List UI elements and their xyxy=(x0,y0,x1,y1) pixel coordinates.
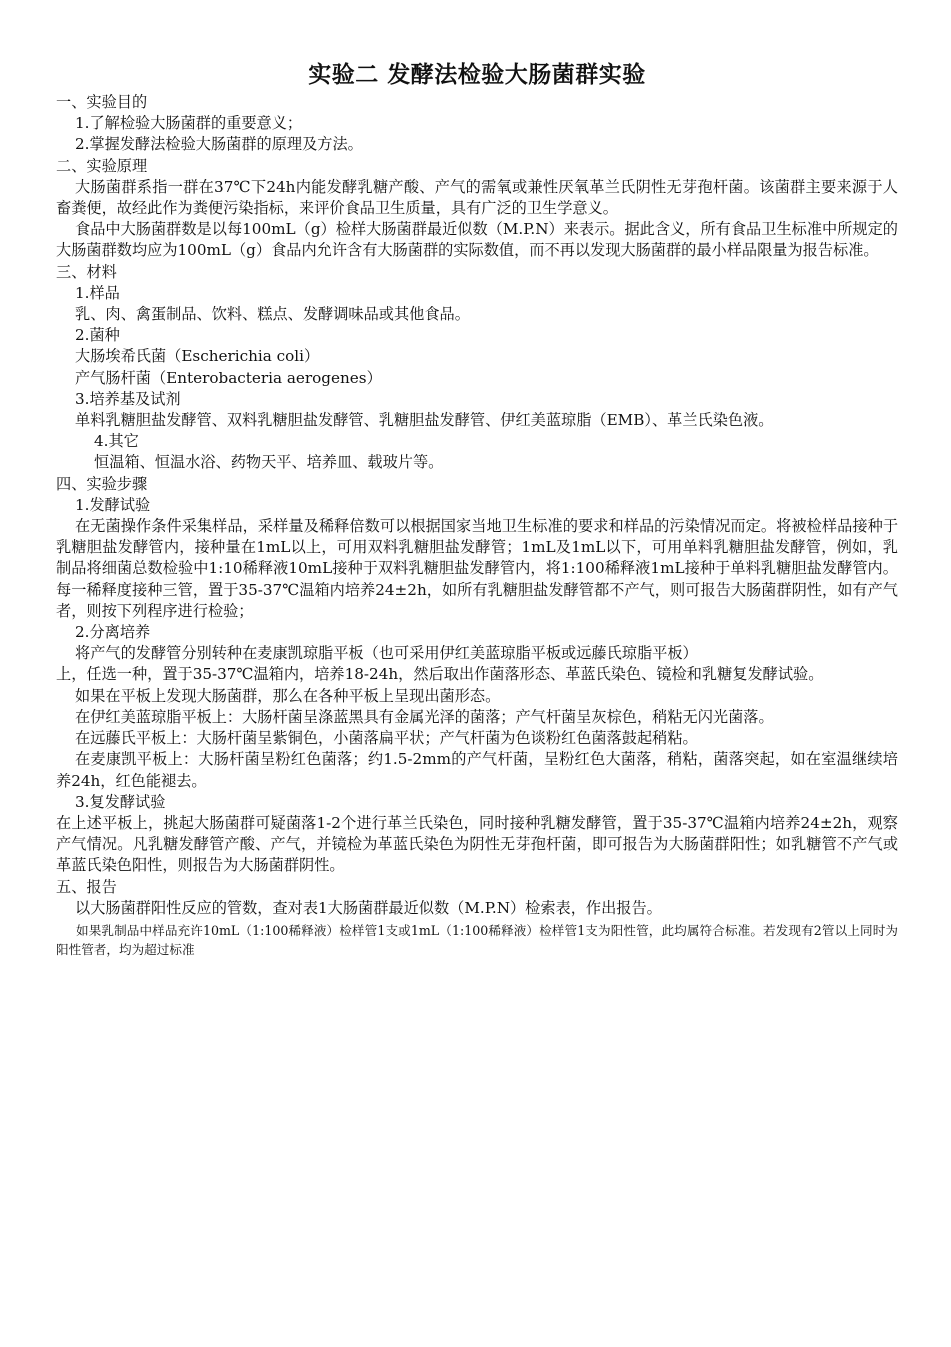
purpose-item-2: 2.掌握发酵法检验大肠菌群的原理及方法。 xyxy=(75,135,363,154)
principle-paragraph-2: 食品中大肠菌群数是以每100mL（g）检样大肠菌群最近似数（M.P.N）来表示。据此含义，所有食品卫生标准中所规定的大肠菌群数均应为100mL（g）食品内允许含有大肠菌群的实际数值，而不再以发现大肠菌群的最小样品限量为报告标准。 xyxy=(56,220,898,260)
steps-isolation-text-1a: 将产气的发酵管分别转种在麦康凯琼脂平板（也可采用伊红美蓝琼脂平板或远藤氏琼脂平板） xyxy=(75,644,698,663)
section-heading-report: 五、报告 xyxy=(56,877,117,896)
report-note: 如果乳制品中样品充许10mL（1:100稀释液）检样管1支或1mL（1:100稀释液）检样管1支为阳性管，此均属符合标准。若发现有2管以上同时为阳性管者，均为超过标准 xyxy=(56,922,898,958)
section-heading-principle: 二、实验原理 xyxy=(56,156,148,175)
steps-refermentation-text: 在上述平板上，挑起大肠菌群可疑菌落1-2个进行革兰氏染色，同时接种乳糖发酵管，置于35-37℃温箱内培养24±2h，观察产气情况。凡乳糖发酵管产酸、产气，并镜检为革蓝氏染色为阴性无芽孢杆菌，即可报告为大肠菌群阳性；如乳糖管不产气或革蓝氏染色阳性，则报告为大肠菌群阴性。 xyxy=(56,813,898,875)
purpose-item-1: 1.了解检验大肠菌群的重要意义； xyxy=(75,114,303,133)
principle-paragraph-1: 大肠菌群系指一群在37℃下24h内能发酵乳糖产酸、产气的需氧或兼性厌氧革兰氏阴性无芽孢杆菌。该菌群主要来源于人畜粪便，故经此作为粪便污染指标，来评价食品卫生质量，具有广泛的卫生学意义。 xyxy=(56,177,898,218)
steps-isolation-text-4: 在远藤氏平板上：大肠杆菌呈紫铜色，小菌落扁平状；产气杆菌为色谈粉红色菌落鼓起稍粘。 xyxy=(75,729,698,748)
materials-media-heading: 3.培养基及试剂 xyxy=(75,389,181,408)
section-heading-purpose: 一、实验目的 xyxy=(56,93,148,111)
steps-isolation-text-2: 如果在平板上发现大肠菌群，那么在各种平板上呈现出菌形态。 xyxy=(75,686,501,705)
section-heading-materials: 三、材料 xyxy=(56,262,117,281)
steps-fermentation-heading: 1.发酵试验 xyxy=(75,495,151,514)
document-page xyxy=(56,58,898,960)
steps-isolation-text-1b: 上，任选一种，置于35-37℃温箱内，培养18-24h，然后取出作菌落形态、革蓝氏染色、镜检和乳糖复发酵试验。 xyxy=(56,665,824,684)
steps-fermentation-text: 在无菌操作条件采集样品，采样量及稀释倍数可以根据国家当地卫生标准的要求和样品的污染情况而定。将被检样品接种于乳糖胆盐发酵管内，接种量在1mL以上，可用双料乳糖胆盐发酵管；1mL及1mL以下，可用单料乳糖胆盐发酵管，例如，乳制品将细菌总数检验中1:10稀释液10mL接种于双料乳糖胆盐发酵管内，将1:100稀释液1mL接种于单料乳糖胆盐发酵管内。每一稀释度接种三管，置于35-37℃温箱内培养24±2h，如所有乳糖胆盐发酵管都不产气，则可报告大肠菌群阴性，如有产气者，则按下列程序进行检验； xyxy=(56,517,898,620)
steps-isolation-heading: 2.分离培养 xyxy=(75,623,151,642)
document-title: 实验二 发酵法检验大肠菌群实验 xyxy=(308,62,646,88)
materials-media-text: 单料乳糖胆盐发酵管、双料乳糖胆盐发酵管、乳糖胆盐发酵管、伊红美蓝琼脂（EMB）、革兰氏染色液。 xyxy=(75,411,774,430)
materials-strains-heading: 2.菌种 xyxy=(75,326,120,345)
materials-other-text: 恒温箱、恒温水浴、药物天平、培养皿、载玻片等。 xyxy=(94,453,444,472)
materials-strain-2: 产气肠杆菌（Enterobacteria aerogenes） xyxy=(75,368,382,387)
materials-samples-text: 乳、肉、禽蛋制品、饮料、糕点、发酵调味品或其他食品。 xyxy=(75,305,470,324)
materials-other-heading: 4.其它 xyxy=(94,432,139,451)
materials-strain-1: 大肠埃希氏菌（Escherichia coli） xyxy=(75,347,320,366)
steps-isolation-text-3: 在伊红美蓝琼脂平板上：大肠杆菌呈涤蓝黑具有金属光泽的菌落；产气杆菌呈灰棕色，稍粘无闪光菌落。 xyxy=(75,707,774,726)
report-text: 以大肠菌群阳性反应的管数，查对表1大肠菌群最近似数（M.P.N）检索表，作出报告。 xyxy=(75,898,662,917)
steps-refermentation-heading: 3.复发酵试验 xyxy=(75,792,166,811)
section-heading-steps: 四、实验步骤 xyxy=(56,474,148,493)
materials-samples-heading: 1.样品 xyxy=(75,283,120,302)
steps-isolation-text-5: 在麦康凯平板上：大肠杆菌呈粉红色菌落；约1.5-2mm的产气杆菌，呈粉红色大菌落，稍粘，菌落突起，如在室温继续培养24h，红色能褪去。 xyxy=(56,750,898,790)
